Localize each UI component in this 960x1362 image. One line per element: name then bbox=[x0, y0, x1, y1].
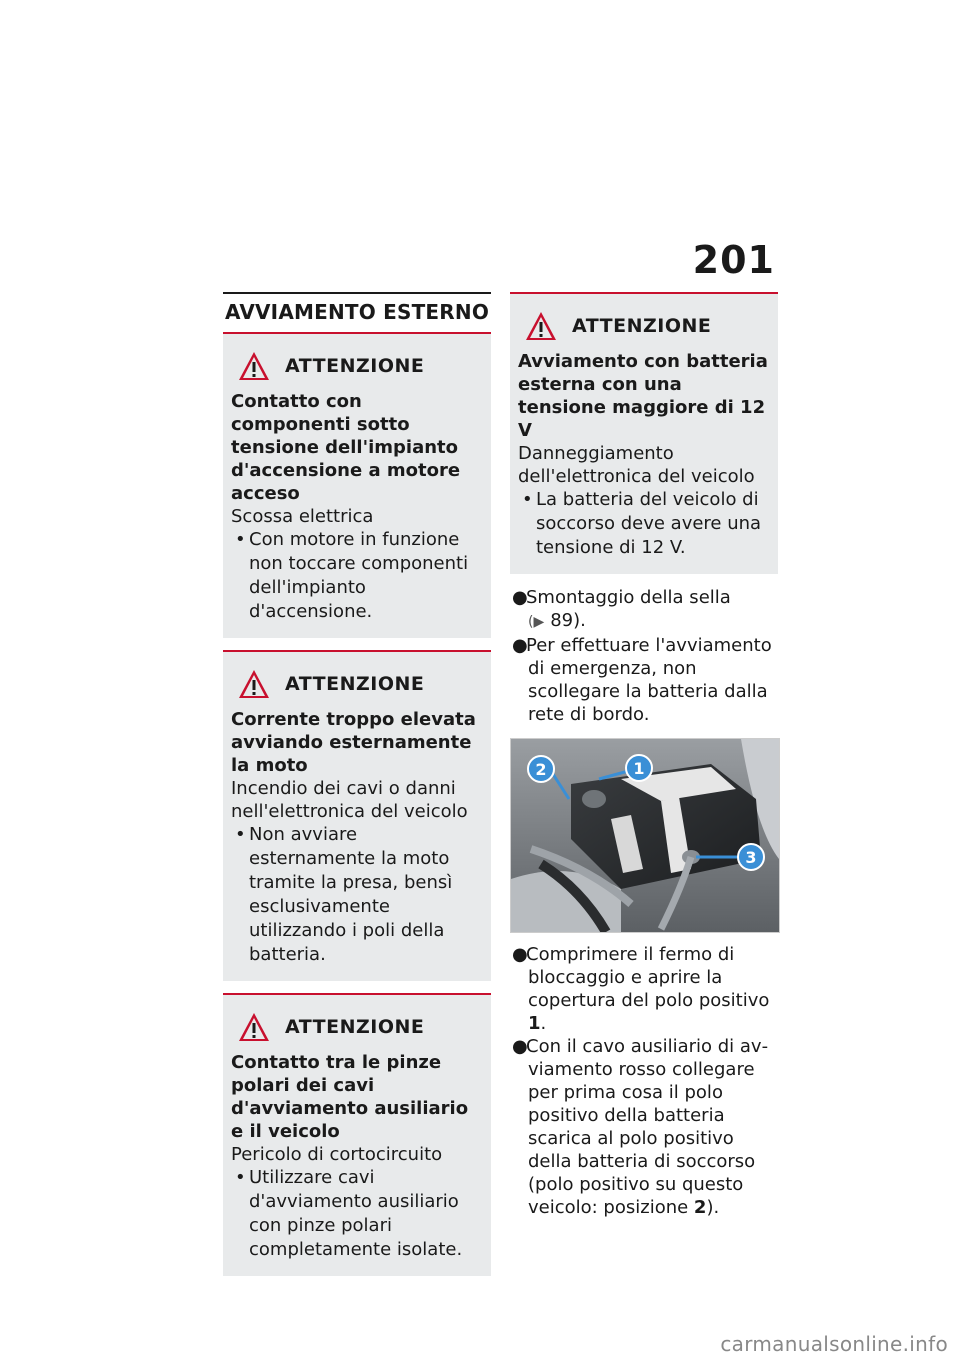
position-number: 2 bbox=[693, 1197, 707, 1218]
warning-title: Contatto tra le pinze polari dei cavi d'avviamento ausiliario e il veicolo bbox=[231, 1052, 469, 1142]
warning-box-3 bbox=[223, 993, 491, 1276]
warning-triangle-icon bbox=[237, 668, 271, 700]
warning-bullet: • Utilizzare cavi d'avviamento ausiliario con pinze polari completamente isolate. bbox=[235, 1167, 463, 1260]
svg-text:1: 1 bbox=[633, 759, 645, 778]
watermark: carmanualsonline.info bbox=[720, 1332, 948, 1356]
warning-title: Avviamento con batteria esterna con una tensione maggiore di 12 V bbox=[518, 351, 768, 441]
steps-after-figure bbox=[510, 943, 778, 1219]
callout-3 bbox=[738, 844, 764, 870]
warning-box-2 bbox=[223, 650, 491, 981]
warning-triangle-icon bbox=[237, 1011, 271, 1043]
position-number: 1 bbox=[528, 1013, 541, 1034]
warning-box-4 bbox=[510, 292, 778, 574]
warning-triangle-icon bbox=[524, 310, 558, 342]
step-item: ●Per effettuare l'avviamento di emergenza, non scollegare la batteria dalla rete di bordo. bbox=[512, 635, 772, 725]
warning-subtitle: Incendio dei cavi o danni nell'elettronica del veicolo bbox=[231, 778, 468, 822]
warning-title: Contatto con componenti sotto tensione dell'impianto d'accensione a motore acceso bbox=[231, 391, 461, 504]
warning-label: ATTENZIONE bbox=[285, 355, 425, 377]
callout-2 bbox=[528, 756, 554, 782]
right-column bbox=[510, 292, 778, 1227]
left-column bbox=[223, 292, 491, 1288]
svg-text:2: 2 bbox=[535, 760, 547, 779]
warning-triangle-icon bbox=[237, 350, 271, 382]
page-reference-link[interactable]: 89). bbox=[550, 610, 586, 631]
callout-1 bbox=[626, 755, 652, 781]
warning-bullet: • Con motore in funzione non toccare componenti dell'impianto d'accensione. bbox=[235, 529, 469, 622]
page-number: 201 bbox=[692, 238, 775, 282]
svg-text:3: 3 bbox=[745, 848, 757, 867]
steps-before-figure bbox=[510, 586, 778, 726]
page-reference-arrow-icon[interactable]: (▶ bbox=[528, 614, 545, 630]
step-item: ●Con il cavo ausiliario di avviamento rosso collegare per prima cosa il polo positivo della batteria scarica al polo positivo della batteria di soccorso (polo positivo su questo veicolo: posizione 2). bbox=[512, 1036, 769, 1218]
battery-illustration bbox=[511, 739, 779, 932]
warning-subtitle: Pericolo di cortocircuito bbox=[231, 1144, 443, 1165]
warning-subtitle: Danneggiamento dell'elettronica del veicolo bbox=[518, 443, 755, 487]
warning-title: Corrente troppo elevata avviando esternamente la moto bbox=[231, 709, 476, 776]
warning-box-1 bbox=[223, 332, 491, 638]
warning-label: ATTENZIONE bbox=[572, 315, 712, 337]
section-title: AVVIAMENTO ESTERNO bbox=[223, 292, 491, 332]
step-item: ●Smontaggio della sella (▶ 89). bbox=[510, 586, 778, 634]
step-item: ●Comprimere il fermo di bloccaggio e aprire la copertura del polo positivo 1. bbox=[512, 944, 770, 1034]
warning-bullet: • Non avviare esternamente la moto tramite la presa, bensì esclusivamente utilizzando i poli della batteria. bbox=[235, 824, 453, 965]
battery-figure bbox=[510, 738, 780, 933]
warning-label: ATTENZIONE bbox=[285, 1016, 425, 1038]
warning-subtitle: Scossa elettrica bbox=[231, 506, 374, 527]
warning-bullet: • La batteria del veicolo di soccorso deve avere una tensione di 12 V. bbox=[522, 489, 762, 558]
warning-label: ATTENZIONE bbox=[285, 673, 425, 695]
